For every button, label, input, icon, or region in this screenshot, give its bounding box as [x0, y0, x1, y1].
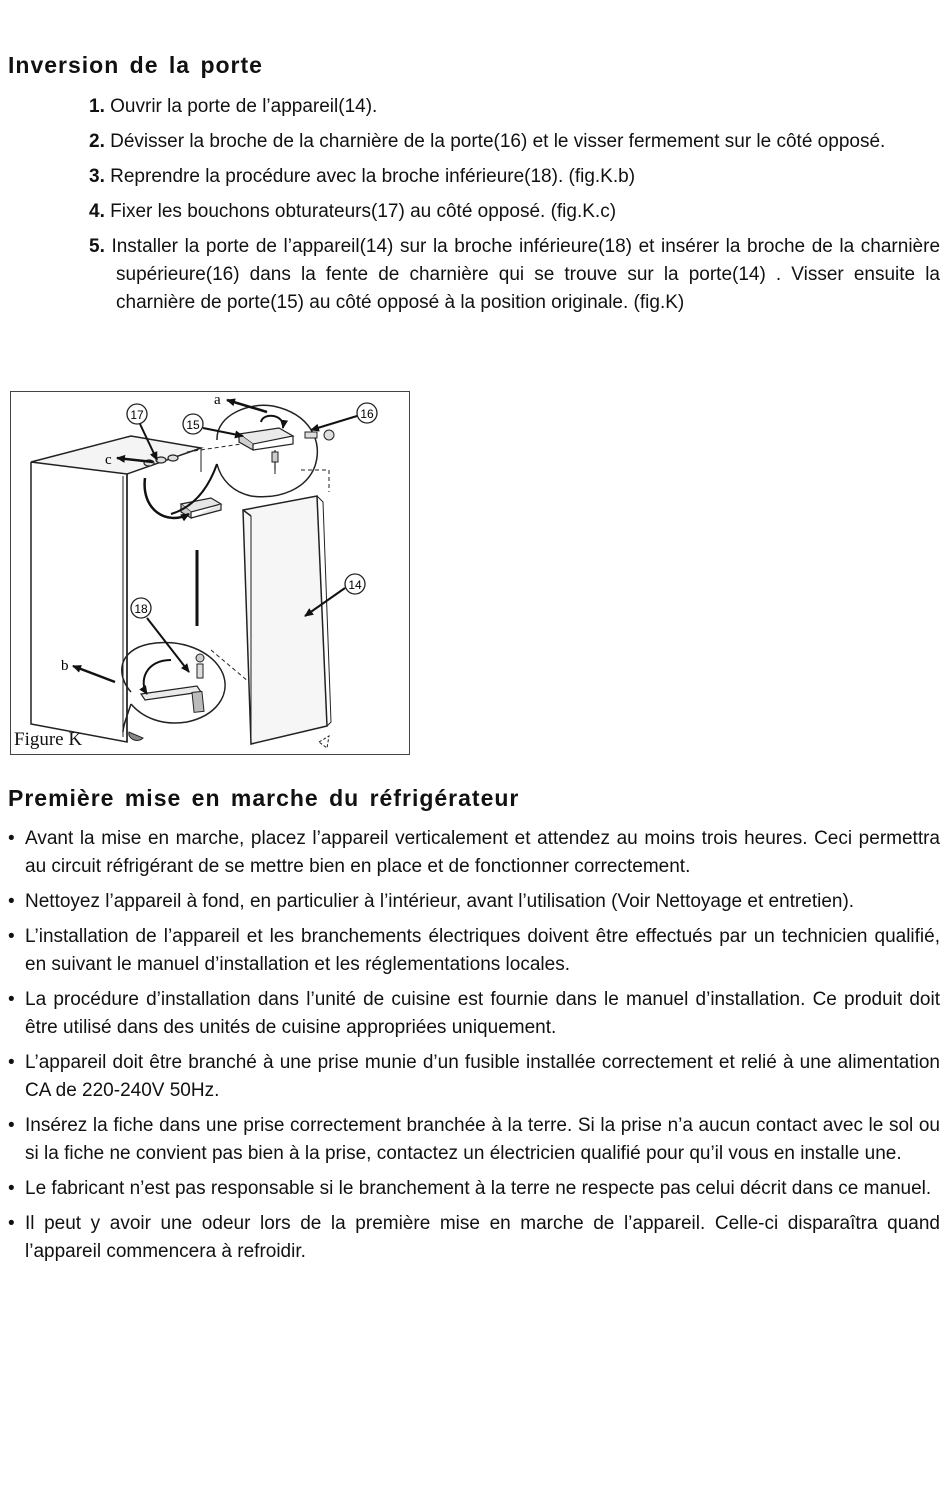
list-item: • L’appareil doit être branché à une prise munie d’un fusible installée correctement et relié à une alimentation CA de 220-240V 50Hz. — [6, 1049, 940, 1105]
figure-caption: Figure K — [14, 729, 83, 750]
callout-15 — [183, 414, 243, 436]
svg-text:18: 18 — [134, 602, 148, 616]
list-item: • Avant la mise en marche, placez l’appareil verticalement et attendez au moins trois heures. Ceci permettra au circuit réfrigérant de se mettre bien en place et de fonctionner correctement. — [6, 825, 940, 881]
list-item: • Nettoyez l’appareil à fond, en particulier à l’intérieur, avant l’utilisation (Voir Nettoyage et entretien). — [6, 888, 940, 916]
list-item: • L’installation de l’appareil et les branchements électriques doivent être effectués par un technicien qualifié, en suivant le manuel d’installation et les réglementations locales. — [6, 923, 940, 979]
step-item: 5. Installer la porte de l’appareil(14) sur la broche inférieure(18) et insérer la broche de la charnière supérieure(16) dans la fente de charnière qui se trouve sur la porte(14) . Visser ensuite la charnière de porte(15) au côté opposé à la position originale. (fig.K) — [89, 236, 941, 313]
step-item: 2. Dévisser la broche de la charnière de la porte(16) et le visser fermement sur le côté opposé. — [89, 131, 886, 152]
step-item: 4. Fixer les bouchons obturateurs(17) au côté opposé. (fig.K.c) — [89, 201, 617, 222]
section-title-door-reversal: Inversion de la porte — [8, 52, 263, 78]
step-item: 1. Ouvrir la porte de l’appareil(14). — [89, 96, 378, 117]
door-14 — [243, 496, 331, 744]
svg-text:a: a — [214, 392, 221, 408]
svg-text:17: 17 — [130, 408, 144, 422]
label-b — [61, 658, 115, 682]
callout-16 — [311, 403, 377, 430]
svg-text:c: c — [105, 452, 112, 468]
step-item: 3. Reprendre la procédure avec la broche inférieure(18). (fig.K.b) — [89, 166, 636, 187]
svg-text:16: 16 — [360, 407, 374, 421]
figure-k — [10, 391, 410, 755]
list-item: • Il peut y avoir une odeur lors de la première mise en marche de l’appareil. Celle-ci disparaîtra quand l’appareil commencera à refroidir. — [6, 1210, 940, 1266]
list-item: • La procédure d’installation dans l’unité de cuisine est fournie dans le manuel d’installation. Ce produit doit être utilisé dans des unités de cuisine appropriées uniquement. — [6, 986, 940, 1042]
section-title-first-start: Première mise en marche du réfrigérateur — [8, 785, 520, 811]
door-reversal-steps — [80, 93, 940, 324]
svg-text:b: b — [61, 658, 69, 674]
list-item: • Insérez la fiche dans une prise correctement branchée à la terre. Si la prise n’a aucun contact avec le sol ou si la fiche ne convient pas bien à la prise, contactez un électricien qualifié pour qu’il vous en installe une. — [6, 1112, 940, 1168]
door-reversal-diagram — [11, 392, 411, 756]
svg-text:14: 14 — [348, 578, 362, 592]
svg-text:15: 15 — [186, 418, 200, 432]
first-start-bullets — [6, 825, 940, 1273]
label-a — [214, 392, 267, 412]
magnifier-bottom — [122, 642, 249, 740]
list-item: • Le fabricant n’est pas responsable si le branchement à la terre ne respecte pas celui décrit dans ce manuel. — [6, 1175, 940, 1203]
